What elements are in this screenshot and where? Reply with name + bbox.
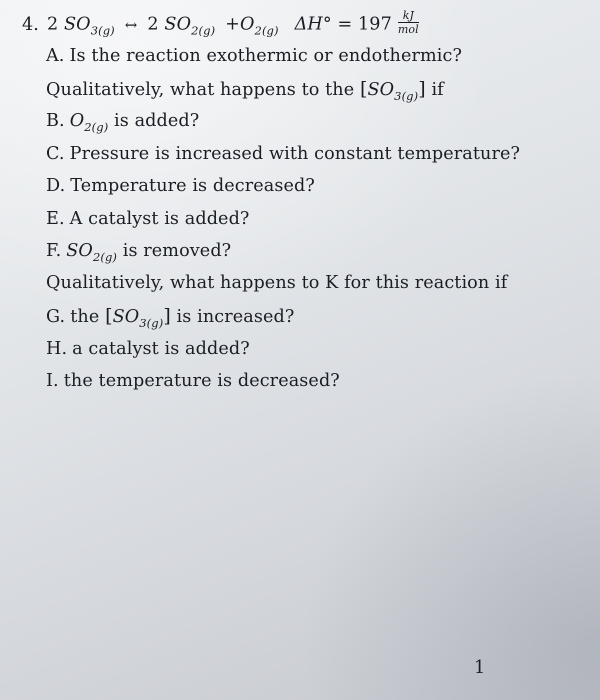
- part-a-label: A.: [46, 46, 65, 66]
- part-g-species-subscript: 3(g): [139, 316, 164, 330]
- part-a-text: Is the reaction exothermic or endothermic?: [69, 46, 462, 66]
- part-b-label: B.: [46, 111, 65, 131]
- part-d-text: Temperature is decreased?: [70, 176, 315, 196]
- equals-sign: =: [337, 14, 353, 35]
- part-b-text: is added?: [114, 111, 200, 131]
- reactant-coefficient: 2: [47, 14, 59, 35]
- section1-species: SO: [367, 80, 395, 100]
- part-f-label: F.: [46, 241, 62, 261]
- part-f: [46, 240, 231, 262]
- part-h: [46, 338, 250, 360]
- product-coefficient: 2: [147, 14, 159, 35]
- enthalpy-unit: [398, 10, 419, 35]
- part-b-species: O: [69, 111, 85, 131]
- product2-formula: O: [240, 14, 255, 35]
- part-i-text: the temperature is decreased?: [63, 371, 340, 391]
- product1-formula: SO: [164, 14, 192, 35]
- reactant-formula: SO: [64, 14, 91, 35]
- part-b: [46, 110, 199, 132]
- part-h-label: H.: [46, 339, 68, 359]
- unit-numerator: kJ: [398, 10, 419, 23]
- part-i: [46, 370, 340, 392]
- section1-species-subscript: 3(g): [394, 89, 419, 103]
- reaction-line: [22, 9, 419, 38]
- section2-intro: [46, 272, 507, 294]
- section1-suffix: if: [431, 80, 444, 100]
- section1-intro: Qualitatively, what happens to the $[SO_{3(g)}]$ if: [46, 78, 444, 103]
- part-f-text: is removed?: [122, 241, 232, 261]
- section2-intro-text: Qualitatively, what happens to K for this reaction if: [46, 273, 508, 293]
- question-number: 4.: [22, 14, 39, 35]
- unit-denominator: mol: [397, 23, 419, 36]
- part-e-text: A catalyst is added?: [69, 209, 250, 229]
- product2-subscript: 2(g): [254, 23, 279, 38]
- equilibrium-arrow: ↔: [124, 15, 138, 34]
- part-f-species: SO: [66, 241, 93, 261]
- part-f-species-subscript: 2(g): [92, 250, 118, 264]
- part-d-label: D.: [46, 176, 66, 196]
- enthalpy-value: 197: [358, 14, 392, 35]
- part-g-text: is increased?: [176, 307, 295, 327]
- part-g-prefix: the: [70, 307, 100, 327]
- part-h-text: a catalyst is added?: [72, 339, 250, 359]
- part-c-text: Pressure is increased with constant temperature?: [69, 144, 521, 164]
- part-i-label: I.: [46, 371, 59, 391]
- part-g-species: SO: [112, 307, 140, 327]
- page-number: 1: [474, 658, 486, 678]
- section1-intro-text: Qualitatively, what happens to the: [46, 80, 355, 100]
- part-c: [46, 143, 520, 165]
- part-g: G. the $[SO_{3(g)}]$ is increased?: [46, 305, 295, 330]
- part-c-label: C.: [46, 144, 65, 164]
- part-g-label: G.: [46, 307, 66, 327]
- part-d: [46, 175, 315, 197]
- enthalpy-symbol: ΔH°: [294, 14, 332, 35]
- part-e-label: E.: [46, 209, 65, 229]
- reactant-subscript: 3(g): [90, 23, 115, 38]
- product1-subscript: 2(g): [191, 23, 216, 38]
- part-a: [46, 45, 462, 67]
- part-e: [46, 208, 249, 230]
- part-b-species-subscript: 2(g): [84, 120, 109, 134]
- plus-sign: +: [225, 14, 241, 35]
